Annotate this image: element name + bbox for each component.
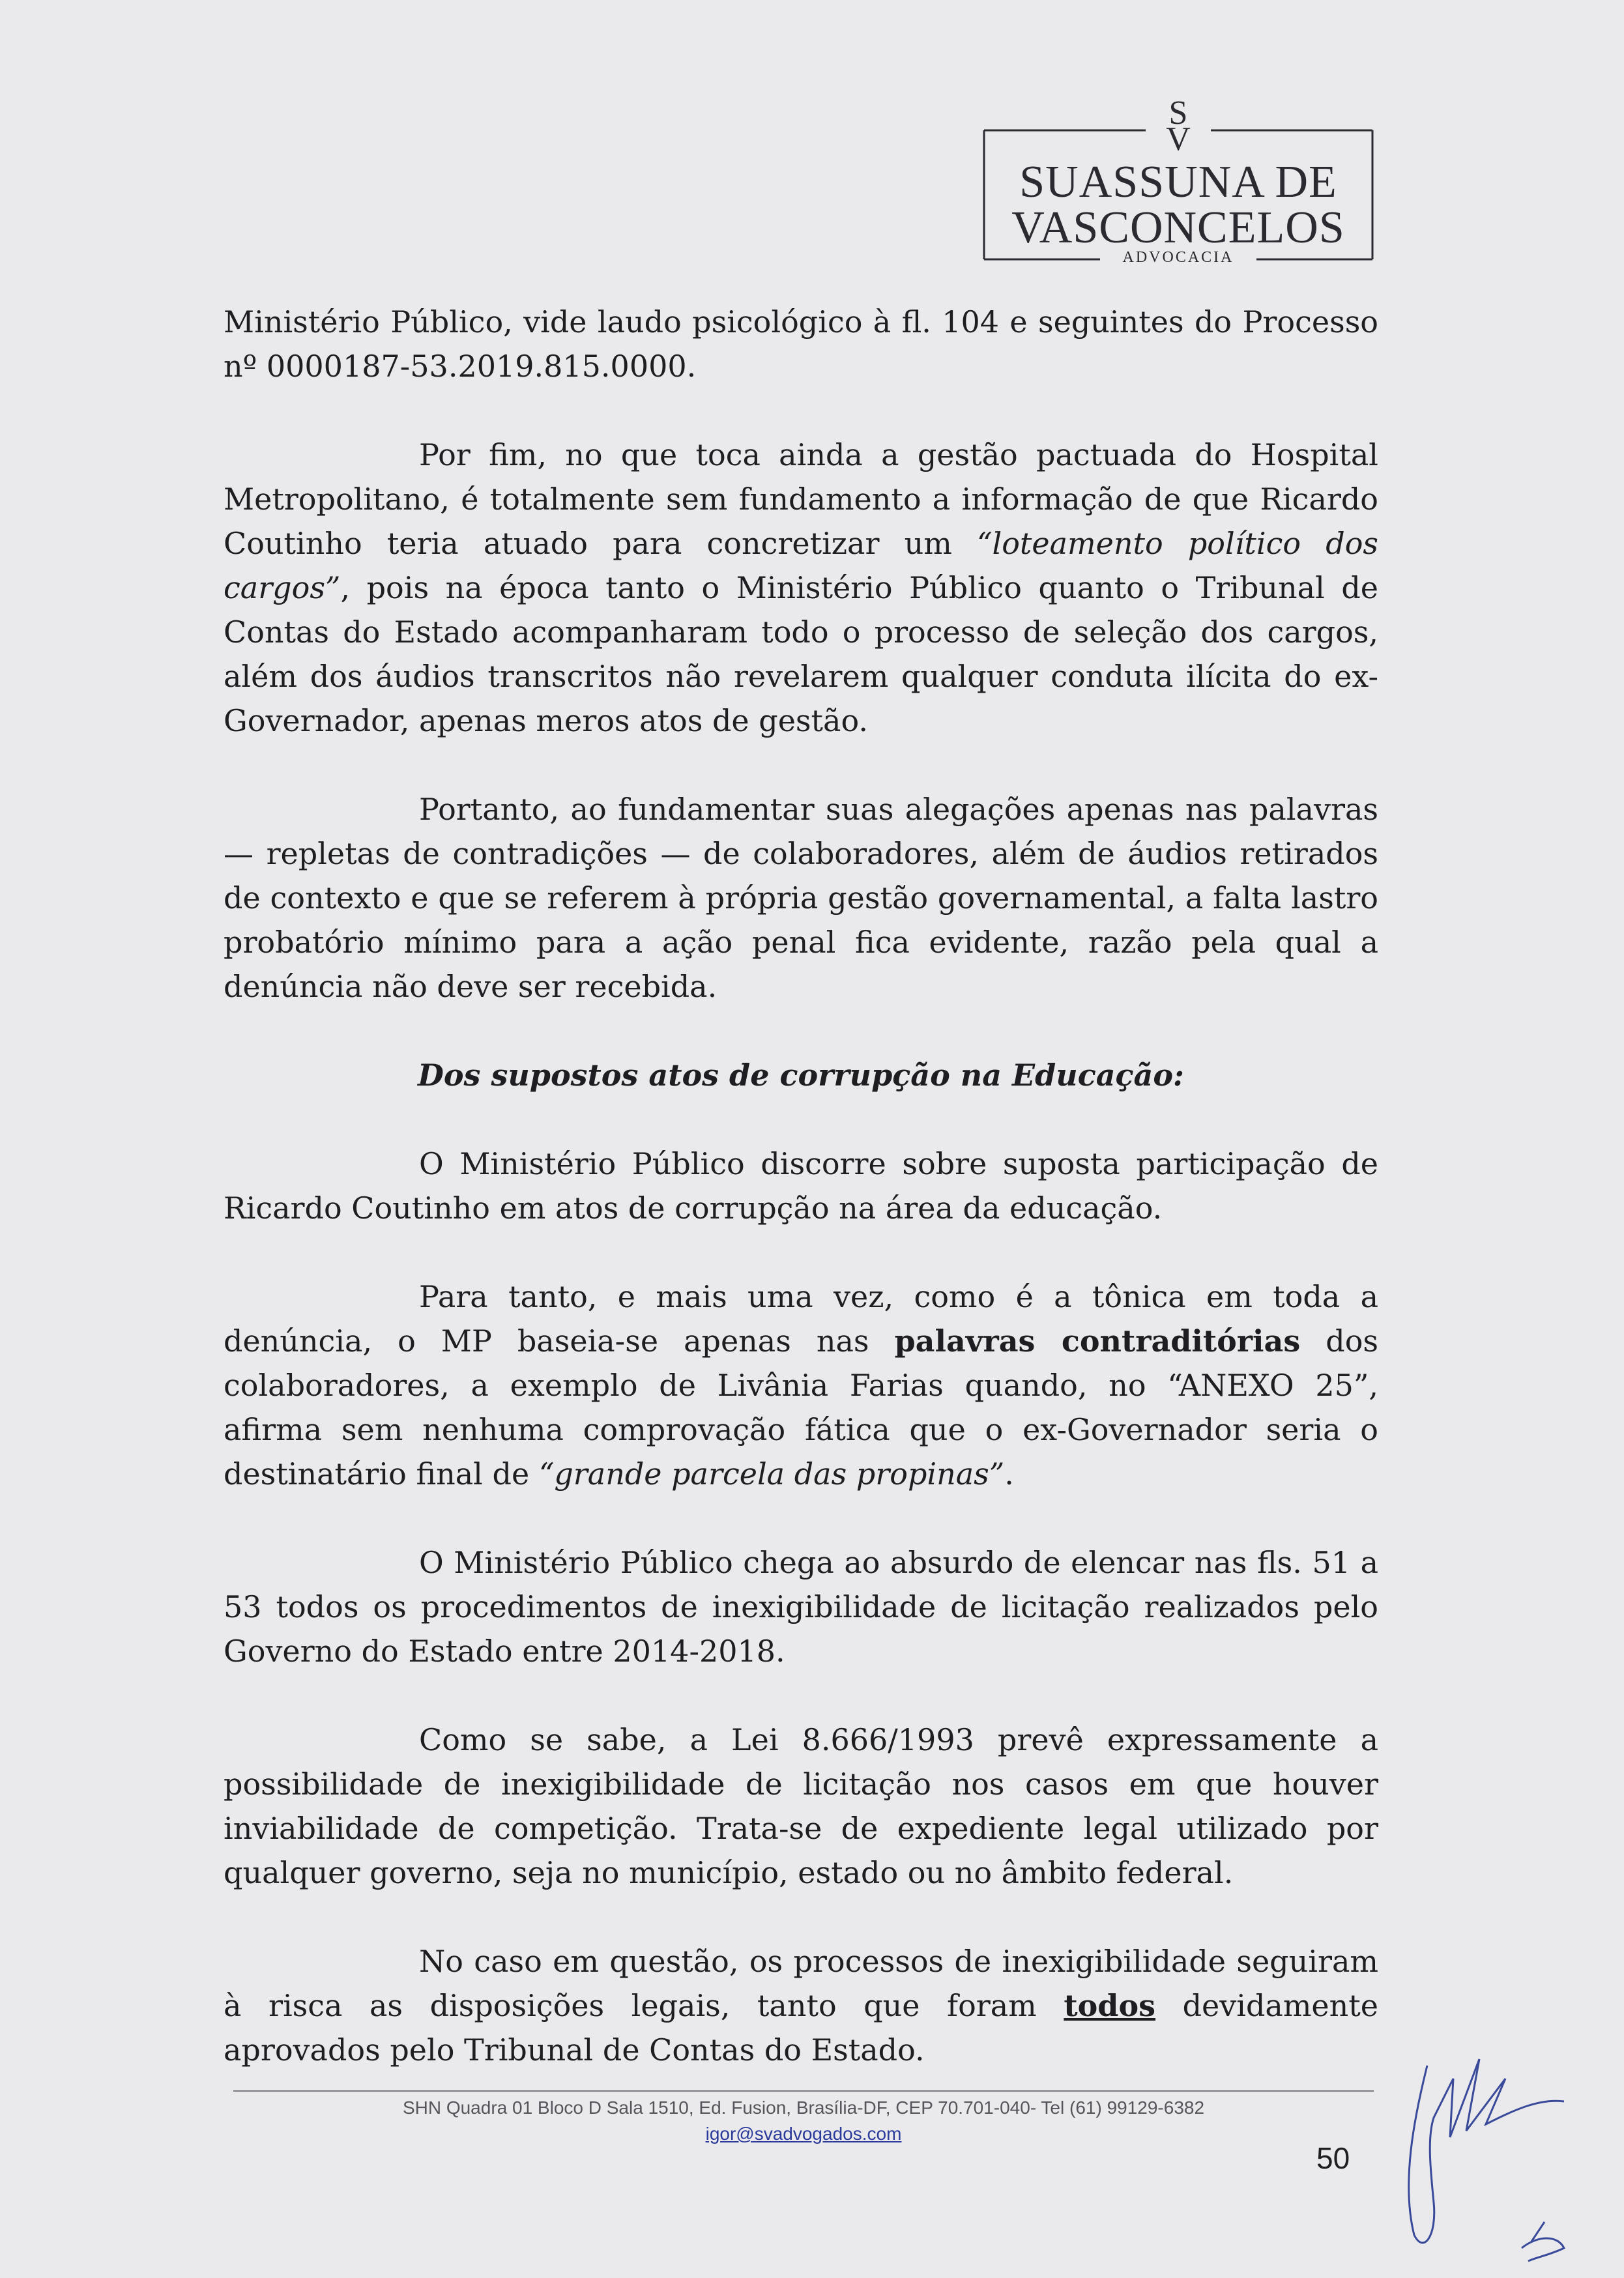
footer-email-link[interactable]: igor@svadvogados.com <box>705 2124 902 2144</box>
quoted-italic: “loteamento político dos cargos” <box>224 526 1378 605</box>
svg-text:S: S <box>1168 98 1188 132</box>
quoted-italic: “grande parcela das propinas” <box>538 1456 1005 1492</box>
firm-name-line1: SUASSUNA DE <box>1019 157 1337 207</box>
page-number: 50 <box>1316 2141 1350 2175</box>
footer <box>233 2095 1374 2147</box>
bold-emphasis: palavras contraditórias <box>894 1323 1301 1359</box>
handwritten-signature <box>1388 2040 1584 2274</box>
underlined-emphasis: todos <box>1064 1988 1156 2023</box>
text-span: , pois na época tanto o Ministério Público quanto o Tribunal de Contas do Estado acompanharam todo o processo de seleção dos cargos, além dos áudios transcritos não revelarem qualquer conduta ilícita do ex-Governador, apenas meros atos de gestão. <box>224 570 1378 738</box>
paragraph-6: O Ministério Público chega ao absurdo de elencar nas fls. 51 a 53 todos os procedimentos de inexigibilidade de licitação realizados pelo Governo do Estado entre 2014-2018. <box>224 1545 1378 1669</box>
text-span: No caso em questão, os processos de inexigibilidade seguiram à risca as disposições legais, tanto que foram <box>224 1944 1378 2023</box>
paragraph-7: Como se sabe, a Lei 8.666/1993 prevê expressamente a possibilidade de inexigibilidade de licitação nos casos em que houver inviabilidade de competição. Trata-se de expediente legal utilizado por qualquer governo, seja no município, estado ou no âmbito federal. <box>224 1722 1378 1890</box>
footer-divider <box>233 2090 1374 2092</box>
text-span: devidamente aprovados pelo Tribunal de Contas do Estado. <box>224 1988 1378 2068</box>
paragraph-5 <box>224 1275 1378 1496</box>
svg-text:V: V <box>1166 121 1191 158</box>
text-span: . <box>1004 1456 1014 1492</box>
text-span: Para tanto, e mais uma vez, como é a tônica em toda a denúncia, o MP baseia-se apenas nas <box>224 1279 1378 1359</box>
paragraph-1: Ministério Público, vide laudo psicológico à fl. 104 e seguintes do Processo nº 0000187-53.2019.815.0000. <box>224 304 1378 384</box>
section-heading: Dos supostos atos de corrupção na Educação: <box>417 1058 1184 1093</box>
firm-subtitle: ADVOCACIA <box>1122 249 1234 266</box>
paragraph-4: O Ministério Público discorre sobre suposta participação de Ricardo Coutinho em atos de corrupção na área da educação. <box>224 1146 1378 1226</box>
text-span: Por fim, no que toca ainda a gestão pactuada do Hospital Metropolitano, é totalmente sem fundamento a informação de que Ricardo Coutinho teria atuado para concretizar um <box>224 437 1378 561</box>
document-body <box>224 300 1378 2072</box>
paragraph-3: Portanto, ao fundamentar suas alegações apenas nas palavras — repletas de contradições — de colaboradores, além de áudios retirados de contexto e que se referem à própria gestão governamental, a falta lastro probatório mínimo para a ação penal fica evidente, razão pela qual a denúncia não deve ser recebida. <box>224 792 1378 1004</box>
firm-logo <box>983 98 1374 266</box>
firm-name-line2: VASCONCELOS <box>1011 203 1345 253</box>
paragraph-2 <box>224 433 1378 743</box>
text-span: dos colaboradores, a exemplo de Livânia Farias quando, no “ANEXO 25”, afirma sem nenhuma comprovação fática que o ex-Governador seria o destinatário final de <box>224 1323 1378 1492</box>
paragraph-8 <box>224 1939 1378 2072</box>
footer-address: SHN Quadra 01 Bloco D Sala 1510, Ed. Fusion, Brasília-DF, CEP 70.701-040- Tel (61) 99129-6382 <box>402 2098 1205 2118</box>
